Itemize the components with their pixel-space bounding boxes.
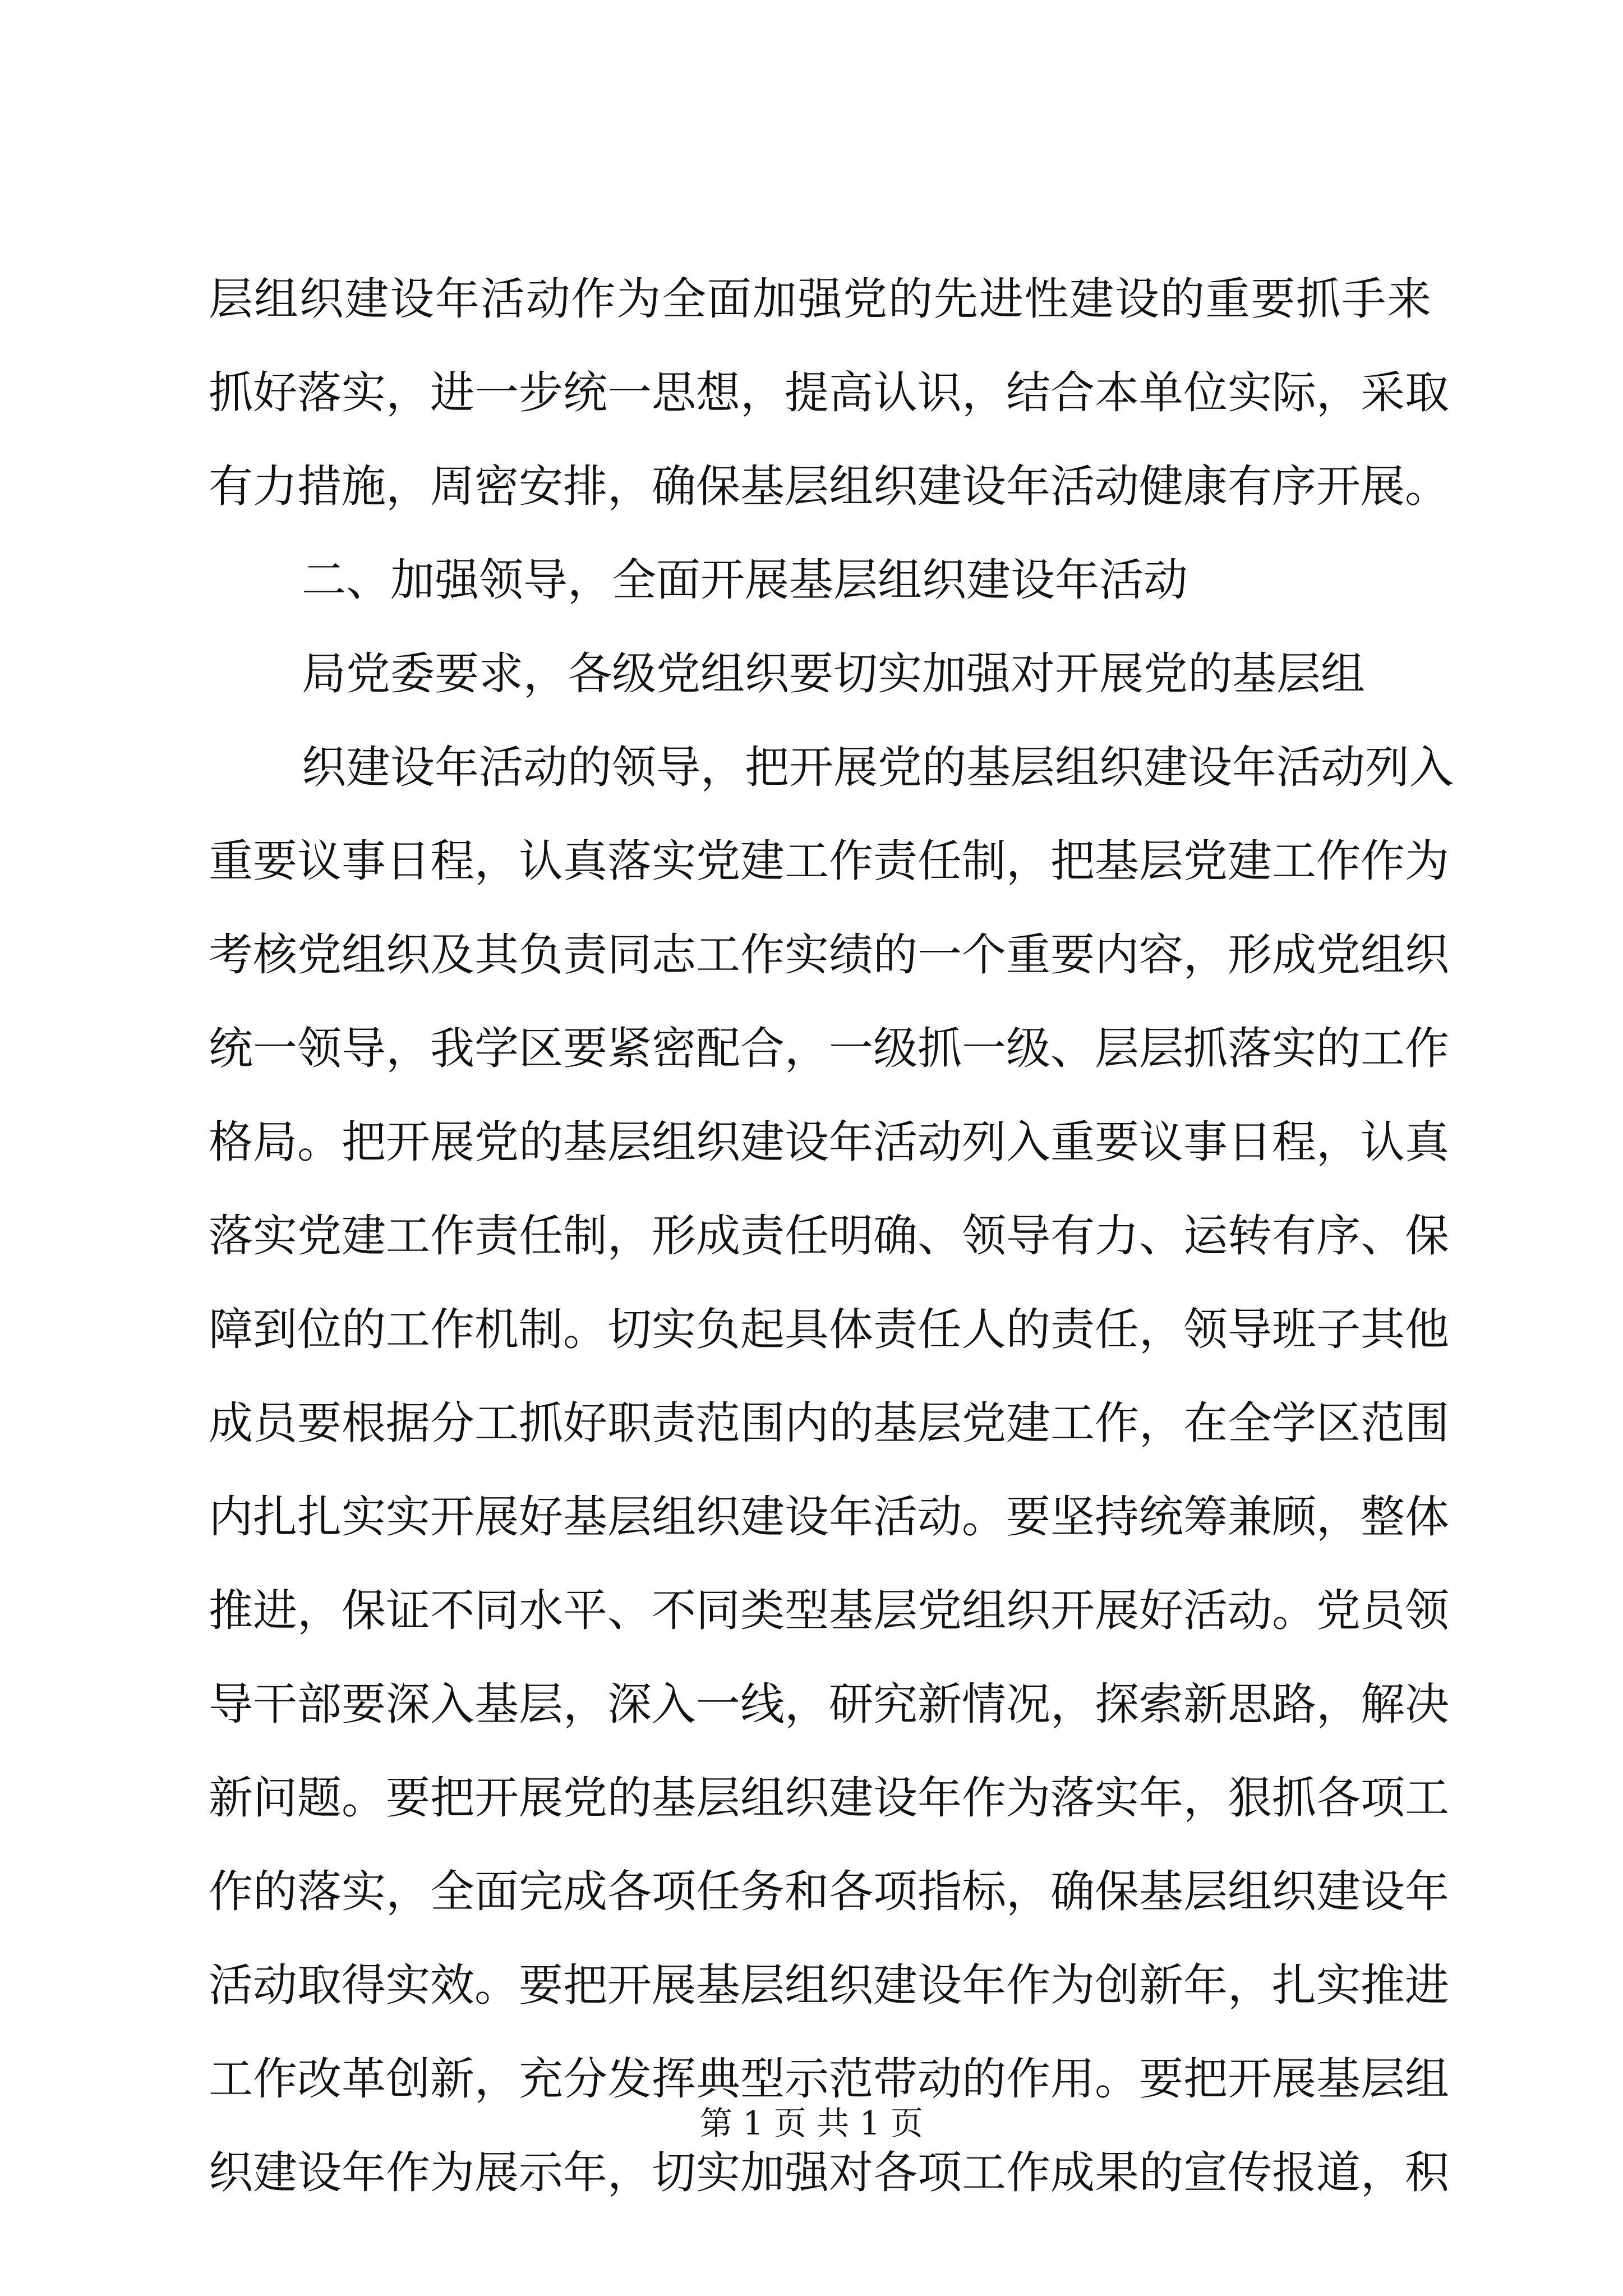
document-body: [209, 252, 1454, 2220]
page-footer: [0, 2101, 1623, 2146]
page-number-label: 第 1 页 共 1 页: [700, 2104, 923, 2142]
paragraph-3-line-16: 织建设年作为展示年，切实加强对各项工作成果的宣传报道，积: [209, 2147, 1449, 2198]
paragraph-3-line-5: 格局。把开展党的基层组织建设年活动列入重要议事日程，认真: [209, 1116, 1449, 1168]
paragraph-3-line-7: 障到位的工作机制。切实负起具体责任人的责任，领导班子其他: [209, 1304, 1449, 1355]
paragraph-3-line-12: 新问题。要把开展党的基层组织建设年作为落实年，狠抓各项工: [209, 1772, 1449, 1824]
paragraph-3-line-14: 活动取得实效。要把开展基层组织建设年作为创新年，扎实推进: [209, 1959, 1449, 2011]
paragraph-3-line-2: 重要议事日程，认真落实党建工作责任制，把基层党建工作作为: [209, 835, 1449, 887]
paragraph-3-line-3: 考核党组织及其负责同志工作实绩的一个重要内容，形成党组织: [209, 929, 1449, 981]
paragraph-2-intro: 局党委要求，各级党组织要切实加强对开展党的基层组: [302, 648, 1365, 700]
paragraph-3-line-1: 织建设年活动的领导，把开展党的基层组织建设年活动列入: [302, 742, 1454, 793]
section-heading-2: 二、加强领导，全面开展基层组织建设年活动: [302, 554, 1188, 606]
paragraph-3-line-15: 工作改革创新，充分发挥典型示范带动的作用。要把开展基层组: [209, 2053, 1449, 2105]
paragraph-3-line-11: 导干部要深入基层，深入一线，研究新情况，探索新思路，解决: [209, 1678, 1449, 1730]
paragraph-3-line-6: 落实党建工作责任制，形成责任明确、领导有力、运转有序、保: [209, 1210, 1449, 1262]
paragraph-3-line-13: 作的落实，全面完成各项任务和各项指标，确保基层组织建设年: [209, 1866, 1449, 1917]
paragraph-3-line-9: 内扎扎实实开展好基层组织建设年活动。要坚持统筹兼顾，整体: [209, 1491, 1449, 1543]
paragraph-3-line-8: 成员要根据分工抓好职责范围内的基层党建工作，在全学区范围: [209, 1397, 1449, 1449]
paragraph-1-line-2: 抓好落实，进一步统一思想，提高认识，结合本单位实际，采取: [209, 367, 1449, 418]
paragraph-1-line-3: 有力措施，周密安排，确保基层组织建设年活动健康有序开展。: [209, 461, 1449, 512]
paragraph-3-line-4: 统一领导，我学区要紧密配合，一级抓一级、层层抓落实的工作: [209, 1023, 1449, 1074]
paragraph-1-line-1: 层组织建设年活动作为全面加强党的先进性建设的重要抓手来: [209, 273, 1431, 325]
paragraph-3-line-10: 推进，保证不同水平、不同类型基层党组织开展好活动。党员领: [209, 1585, 1449, 1636]
